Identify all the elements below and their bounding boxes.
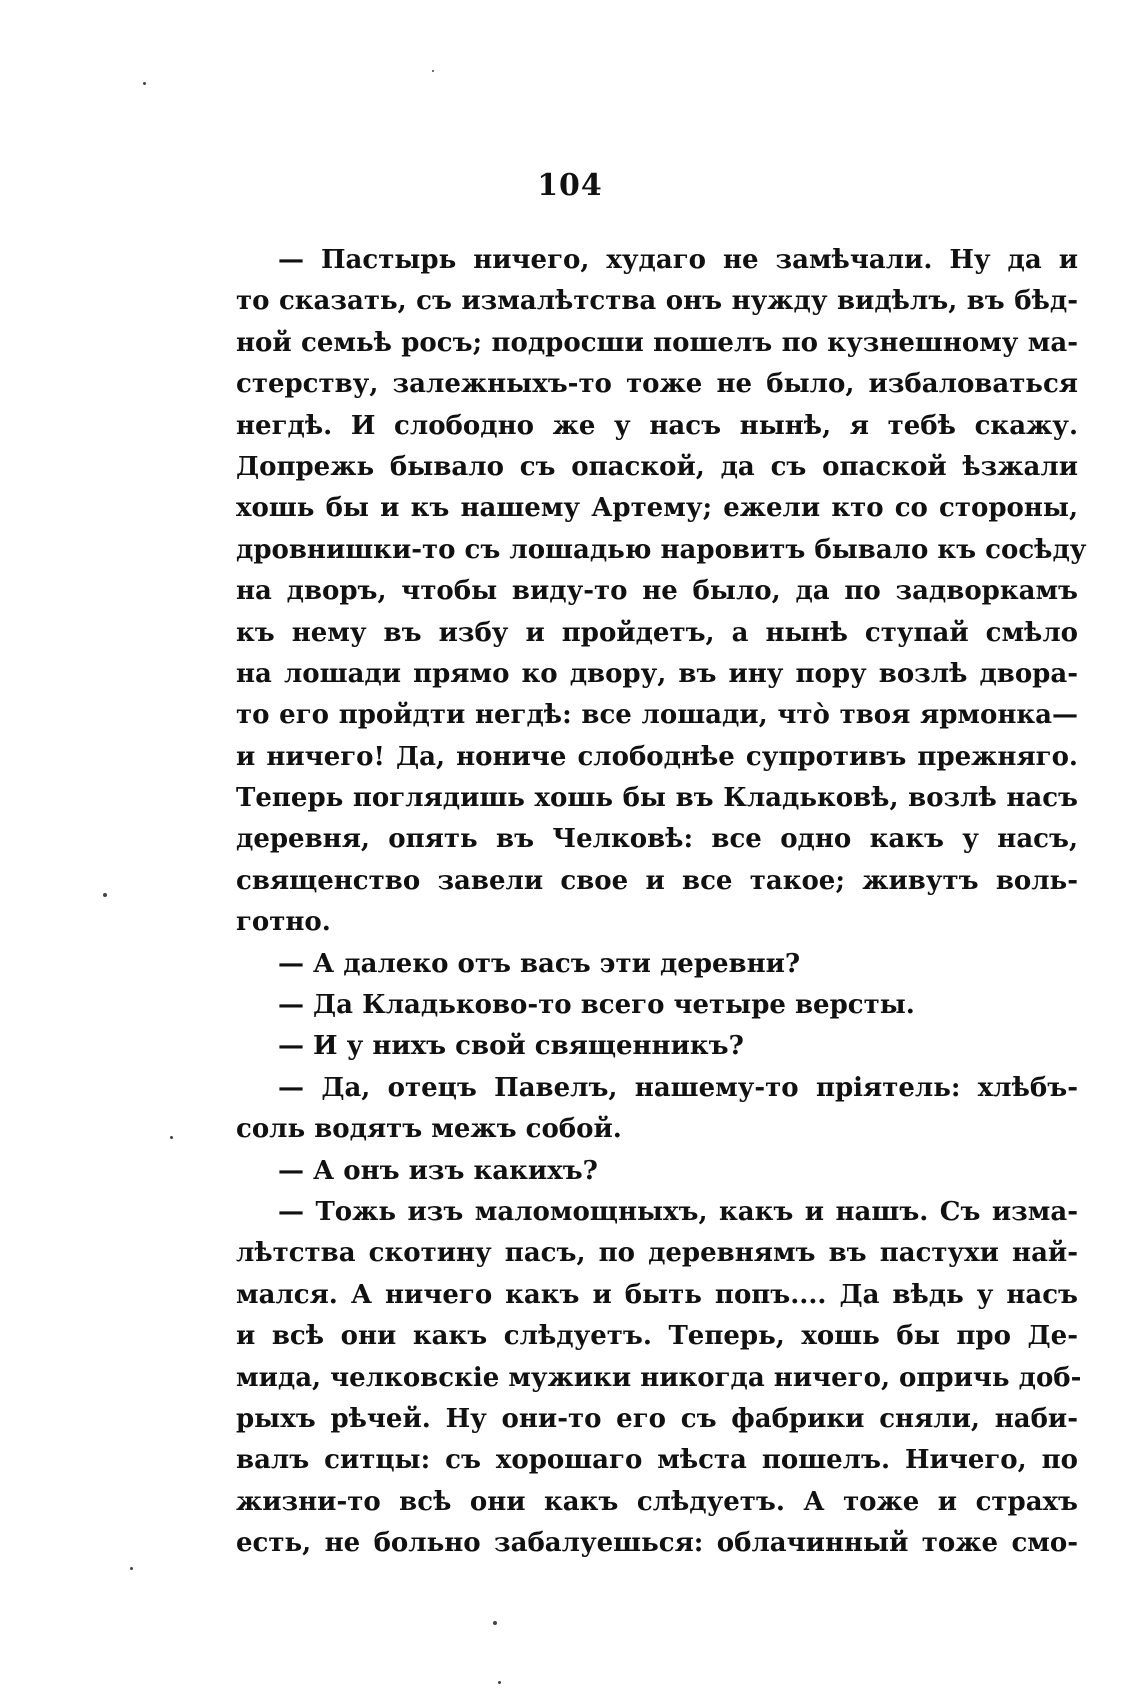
- scan-speck: [143, 82, 146, 85]
- body-text: [236, 240, 1087, 1565]
- scan-speck: [130, 1567, 133, 1570]
- text-line: — Да, отецъ Павелъ, нашему-то пріятель: хлѣбъ-: [278, 1072, 1078, 1103]
- text-line: то сказать, съ измалѣтства онъ нужду видѣлъ, въ бѣд-: [236, 286, 1078, 317]
- text-line: валъ ситцы: съ хорошаго мѣста пошелъ. Ничего, по: [236, 1445, 1078, 1476]
- text-line: ной семьѣ росъ; подросши пошелъ по кузнешному ма-: [236, 327, 1078, 358]
- text-line: Теперь поглядишь хошь бы въ Кладьковѣ, возлѣ насъ: [236, 783, 1078, 814]
- text-line: — И у нихъ свой священникъ?: [278, 1031, 744, 1062]
- scan-speck: [432, 70, 434, 72]
- text-line: священство завели свое и все такое; живутъ воль-: [236, 865, 1078, 896]
- text-line: мида, челковскіе мужики никогда ничего, опричь доб-: [236, 1362, 1082, 1393]
- text-line: негдѣ. И слободно же у насъ нынѣ, я тебѣ скажу.: [236, 410, 1078, 441]
- scan-speck: [498, 1681, 501, 1684]
- text-line: — А онъ изъ какихъ?: [278, 1155, 598, 1186]
- text-line: есть, не больно забалуешься: облачинный тоже смо-: [236, 1528, 1078, 1559]
- text-line: жизни-то всѣ они какъ слѣдуетъ. А тоже и страхъ: [236, 1486, 1078, 1517]
- text-line: и ничего! Да, нониче слободнѣе супротивъ прежняго.: [236, 741, 1078, 772]
- scan-speck: [170, 1136, 173, 1139]
- text-line: — Да Кладьково-то всего четыре версты.: [278, 990, 915, 1021]
- text-line: хошь бы и къ нашему Артему; ежели кто со стороны,: [236, 493, 1078, 524]
- text-line: Допрежь бывало съ опаской, да съ опаской ѣзжали: [236, 451, 1078, 482]
- text-line: — Тожь изъ маломощныхъ, какъ и нашъ. Съ изма-: [278, 1196, 1078, 1227]
- text-line: то его пройдти негдѣ: все лошади, что̀ твоя ярмонка—: [236, 700, 1078, 731]
- text-line: готно.: [236, 907, 331, 938]
- text-line: соль водятъ межъ собой.: [236, 1114, 622, 1145]
- text-line: стерству, залежныхъ-то тоже не было, избаловаться: [236, 369, 1078, 400]
- page-number: 104: [537, 168, 603, 203]
- text-line: къ нему въ избу и пройдетъ, а нынѣ ступай смѣло: [236, 617, 1078, 648]
- scan-speck: [493, 1621, 497, 1625]
- text-line: на лошади прямо ко двору, въ ину пору возлѣ двора-: [236, 658, 1078, 689]
- text-line: — Пастырь ничего, худаго не замѣчали. Ну да и: [278, 245, 1078, 275]
- text-line: деревня, опять въ Челковѣ: все одно какъ у насъ,: [236, 824, 1078, 855]
- scan-speck: [103, 893, 107, 897]
- text-line: — А далеко отъ васъ эти деревни?: [278, 948, 801, 979]
- text-line: и всѣ они какъ слѣдуетъ. Теперь, хошь бы про Де-: [236, 1321, 1078, 1352]
- text-line: рыхъ рѣчей. Ну они-то его съ фабрики сняли, наби-: [236, 1403, 1078, 1434]
- text-line: на дворъ, чтобы виду-то не было, да по задворкамъ: [236, 576, 1078, 607]
- text-line: мался. А ничего какъ и быть попъ.... Да вѣдь у насъ: [236, 1279, 1078, 1310]
- text-line: дровнишки-то съ лошадью наровитъ бывало къ сосѣду: [236, 534, 1087, 565]
- text-line: лѣтства скотину пасъ, по деревнямъ въ пастухи най-: [236, 1238, 1078, 1269]
